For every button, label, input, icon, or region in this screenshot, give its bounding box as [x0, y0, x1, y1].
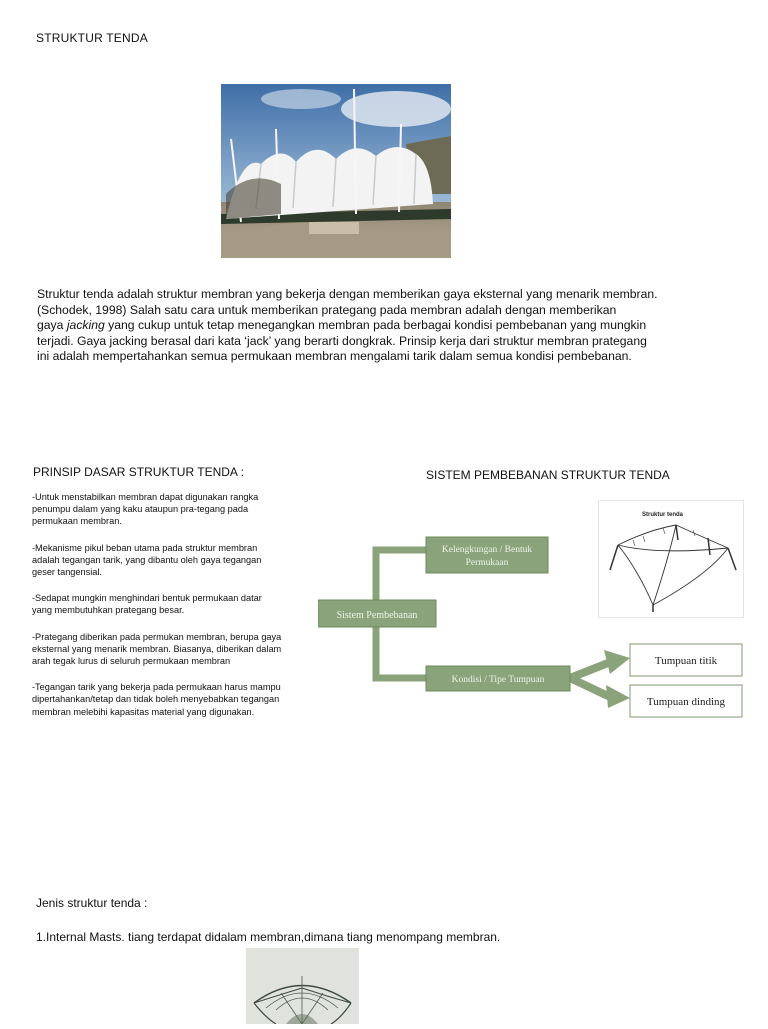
principles-list [32, 491, 284, 732]
internal-mast-sketch [246, 948, 359, 1024]
page-title: STRUKTUR TENDA [36, 31, 148, 45]
principle-item: -Untuk menstabilkan membran dapat digunakan rangka penumpu dalam yang kaku ataupun pra-tegang pada permukaan membran. [32, 492, 259, 527]
loading-system-heading: SISTEM PEMBEBANAN STRUKTUR TENDA [426, 468, 670, 482]
principle-item: -Mekanisme pikul beban utama pada struktur membran adalah tegangan tarik, yang dibantu oleh gaya tegangan geser tangensial. [32, 542, 262, 578]
intro-line: Struktur tenda adalah struktur membran yang bekerja dengan memberikan gaya eksternal yang menarik membran. [37, 287, 658, 301]
intro-line: ini adalah mempertahankan semua permukaan membran mengalami tarik dalam semua kondisi pembebanan. [37, 349, 632, 364]
curvature-box-label: Kelengkungan / Bentuk [441, 545, 533, 555]
support-box-label: Kondisi / Tipe Tumpuan [451, 675, 545, 685]
intro-line: terjadi. Gaya jacking berasal dari kata ‘jack’ yang berarti dongkrak. Prinsip kerja dari struktur membran prategang [37, 333, 647, 348]
principle-item: -Prategang diberikan pada permukan membran, berupa gaya eksternal yang menarik membran. Biasanya, diberikan dalam arah tegak lurus di seluruh permukaan membran [32, 631, 282, 667]
curvature-box-label: Permukaan [465, 558, 509, 568]
leaf-label-wall: Tumpuan dinding [646, 696, 726, 708]
loading-system-diagram [318, 528, 750, 728]
type-item-internal-masts: 1.Internal Masts. tiang terdapat didalam membran,dimana tiang menompang membran. [36, 930, 501, 944]
types-heading: Jenis struktur tenda : [36, 896, 148, 910]
principle-item: -Tegangan tarik yang bekerja pada permukaan harus mampu dipertahankan/tetap dan tidak boleh menyebabkan tegangan membran melebihi kapasitas material yang digunakan. [32, 682, 281, 717]
sketch-label: Struktur tenda [642, 512, 684, 518]
intro-line: (Schodek, 1998) Salah satu cara untuk memberikan prategang pada membran adalah dengan memberikan [37, 302, 617, 317]
leaf-label-point: Tumpuan titik [654, 655, 718, 667]
tent-photo [221, 84, 451, 258]
intro-paragraph [37, 287, 697, 365]
root-box-label: Sistem Pembebanan [336, 610, 418, 621]
principles-heading: PRINSIP DASAR STRUKTUR TENDA : [33, 465, 244, 479]
principle-item: -Sedapat mungkin menghindari bentuk permukaan datar yang membutuhkan prategang besar. [32, 593, 262, 616]
intro-line: gaya jacking yang cukup untuk tetap menegangkan membran pada berbagai kondisi pembebanan yang mungkin [37, 318, 647, 333]
